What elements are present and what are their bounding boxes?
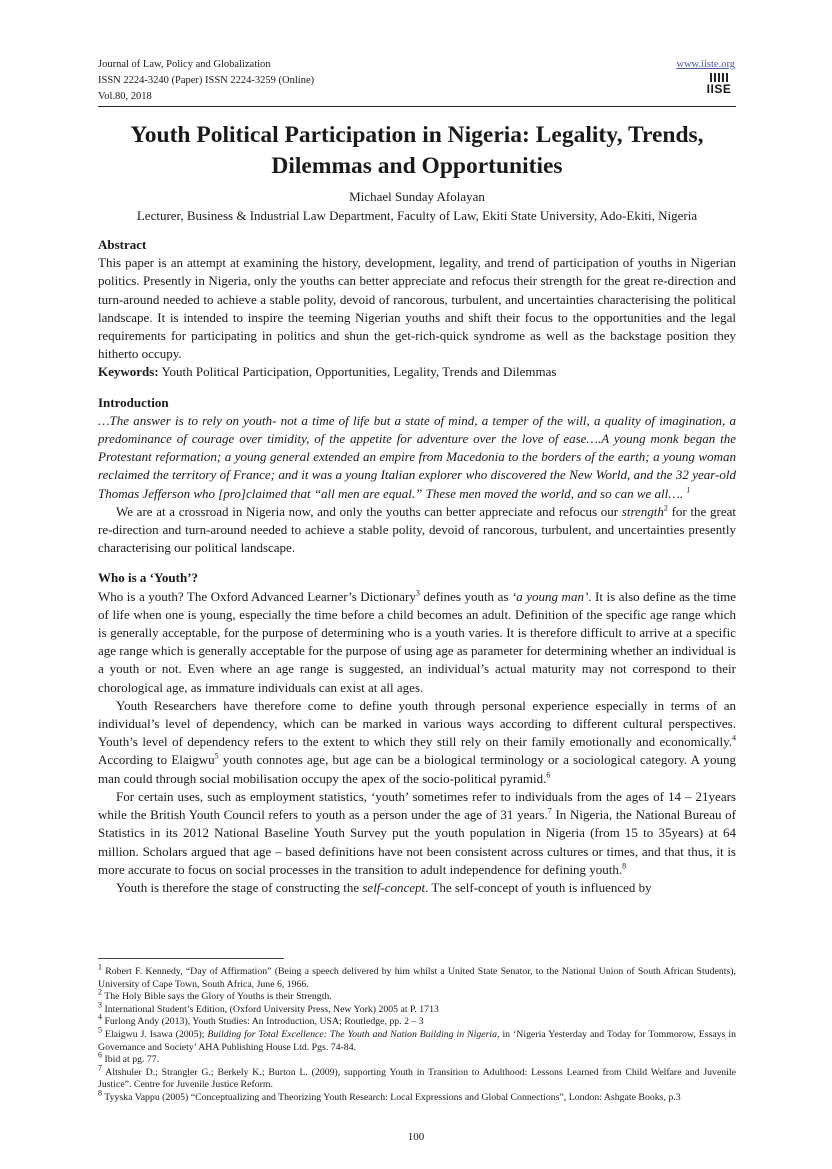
footnote-ref[interactable]: 1 [686, 485, 691, 495]
footnote-divider [98, 958, 284, 959]
footnotes [98, 962, 737, 1105]
iiste-logo [704, 73, 734, 101]
keywords [98, 363, 736, 381]
author-affiliation: Lecturer, Business & Industrial Law Department, Faculty of Law, Ekiti State University, Ado-Ekiti, Nigeria [136, 208, 698, 223]
intro-paragraph: We are at a crossroad in Nigeria now, and only the youths can better appreciate and refocus our strength$^2$ for the great re-direction and turn-around needed to achieve a stable polity, devoid of rancorous, turbulent, and uncertainties presently characterising our political landscape. [98, 503, 736, 556]
youth-paragraph-2: Youth Researchers have therefore come to define youth through personal experience especially in terms of an individual’s level of dependency, which can be marked in various ways according to different cultural perspectives. Youth’s level of dependency refers to the extent to which they still rely on their family emotionally and economically.$^4$ According to Elaigwu$^5$ youth connotes age, but age can be a biological terminology or a sociological category. A young man could through social mobilisation occupy the apex of the socio-political pyramid.$^6$ [98, 697, 736, 786]
keywords-label: Keywords: [98, 364, 159, 380]
title-line-1: Youth Political Participation in Nigeria: Legality, Trends, [130, 122, 704, 148]
abstract-text: This paper is an attempt at examining the history, development, legality, and trend of participation of youths in Nigerian politics. Presently in Nigeria, only the youths can better appreciate and refocus their strength for the great re-direction and turn-around needed to achieve a stable polity, devoid of rancorous, turbulent, and uncertainties characterising the political landscape. It is intended to inspire the teeming Nigerian youths and shift their focus to the opportunities and the legal requirements for participating in politics and shun the get-rich-quick syndrome as well as the backstage position they hitherto occupy. [98, 255, 736, 362]
footnote-ref[interactable]: 6 [546, 770, 551, 780]
footnote-ref[interactable]: 8 [622, 861, 627, 871]
issn: ISSN 2224-3240 (Paper) ISSN 2224-3259 (Online) [98, 75, 315, 86]
footnote-1: $^1$ Robert F. Kennedy, “Day of Affirmation” (Being a speech delivered by him whilst a United State Senator, to the National Union of South African Students), University of Cape Town, South Africa, June 6, 1966. [98, 962, 736, 990]
opening-quote [98, 412, 736, 503]
footnote-ref[interactable]: 5 [214, 752, 219, 762]
abstract-heading: Abstract [98, 237, 147, 252]
quote-text: …The answer is to rely on youth- not a time of life but a state of mind, a temper of the will, a quality of imagination, a predominance of courage over timidity, of the appetite for adventure over the love of ease….A young monk began the Protestant reformation; a young general extended an empire from Macedonia to the borders of the earth; a young woman reclaimed the territory of France; and it was a young Italian explorer who discovered the New World, and the 32 year-old Thomas Jefferson who [pro]claimed that “all men are equal.” These men moved the world, and so can we all…. [98, 412, 736, 501]
footnote-6: $^6$ Ibid at pg. 77. [98, 1050, 160, 1066]
footnote-ref[interactable]: 2 [663, 503, 668, 513]
running-header [98, 57, 735, 105]
page-number: 100 [407, 1131, 425, 1143]
logo-bars-icon [704, 73, 734, 82]
journal-url-link[interactable]: www.iiste.org [676, 59, 735, 70]
footnote-ref[interactable]: 3 [415, 588, 420, 598]
volume: Vol.80, 2018 [98, 91, 152, 102]
author-block [98, 187, 736, 225]
footnote-ref[interactable]: 7 [547, 806, 552, 816]
youth-paragraph-4: Youth is therefore the stage of constructing the self-concept. The self-concept of youth is influenced by [116, 879, 652, 895]
footnote-ref[interactable]: 4 [732, 733, 736, 743]
author-name: Michael Sunday Afolayan [349, 189, 485, 204]
introduction-heading: Introduction [98, 394, 169, 410]
paper-title [98, 120, 736, 182]
title-line-2: Dilemmas and Opportunities [271, 153, 563, 179]
footnote-3: $^3$ International Student’s Edition, (Oxford University Press, New York) 2005 at P. 1713 [98, 1000, 439, 1015]
logo-wordmark: IISE [706, 82, 732, 96]
header-divider [98, 106, 736, 107]
footnote-4: $^4$ Furlong Andy (2013), Youth Studies: An Introduction, USA; Routledge, pp. 2 – 3 [98, 1013, 424, 1028]
youth-heading: Who is a ‘Youth’? [98, 570, 199, 586]
keywords-text: Youth Political Participation, Opportunities, Legality, Trends and Dilemmas [161, 364, 557, 380]
article-body [98, 236, 736, 897]
journal-name: Journal of Law, Policy and Globalization [98, 59, 271, 70]
footnote-5: $^5$ Elaigwu J. Isawa (2005); Building for Total Excellence: The Youth and Nation Building in Nigeria, in ‘Nigeria Yesterday and Today for Tommorow, Essays in Governance and Society’ AHA Publishing House Ltd. Pgs. 74-84. [98, 1025, 737, 1053]
youth-paragraph-1: Who is a youth? The Oxford Advanced Learner’s Dictionary$^3$ defines youth as ‘a young man’. It is also define as the time of life when one is young, especially the time before a child becomes an adult. Definition of the specific age range which is generally acceptable, for the purpose of determining who is a youth varies. It is therefore difficult to arrive at a specific age range which is generally acceptable for the purpose of using age as parameter for determining whether an individual is a youth or not. Even where an age range is suggested, an individual’s actual maturity may not correspond to their chorological age, as immature individuals can exist at all ages. [98, 588, 736, 695]
footnote-7: $^7$ Altshuler D.; Strangler G.; Berkely K.; Burton L. (2009), supporting Youth in Transition to Adulthood: Lessons Learned from Child Welfare and Juvenile Justice”. Centre for Juvenile Justice Reform. [98, 1063, 736, 1091]
youth-paragraph-3: For certain uses, such as employment statistics, ‘youth’ sometimes refer to individuals from the ages of 14 – 21years while the British Youth Council refers to youth as a person under the age of 31 years.$^7$ In Nigeria, the National Bureau of Statistics in its 2012 National Baseline Youth Survey put the youth population in Nigeria (from 15 to 35years) at 64 million. Scholars argued that age – based definitions have not been consistent across cultures or times, and that thus, it is more accurate to focus on social processes in the transition to adult independence for defining youth.$^8$ [98, 788, 736, 877]
footnote-2: $^2$ The Holy Bible says the Glory of Youths is their Strength. [98, 987, 332, 1003]
footnote-8: $^8$ Tyyska Vappu (2005) “Conceptualizing and Theorizing Youth Research: Local Expressions and Global Connections”, London: Ashgate Books, p.3 [98, 1088, 681, 1103]
